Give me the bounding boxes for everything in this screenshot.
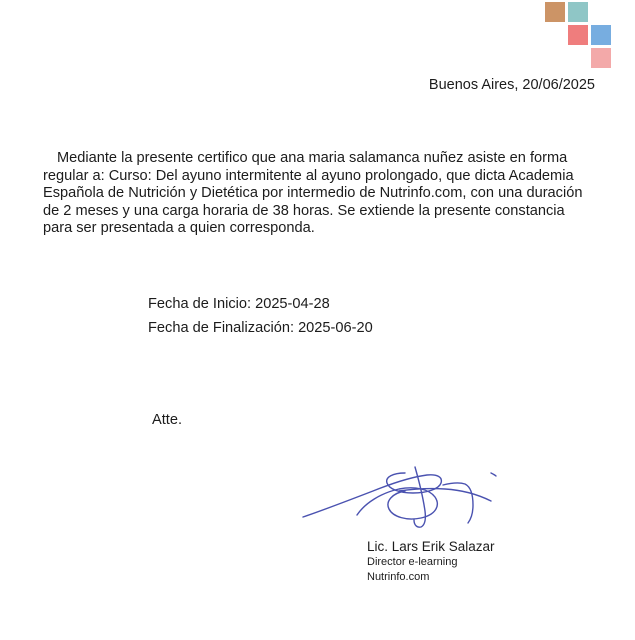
place-and-date: Buenos Aires, 20/06/2025 — [428, 77, 595, 93]
signer-details — [295, 538, 595, 585]
signer-name: Lic. Lars Erik Salazar — [367, 539, 495, 554]
course-dates — [148, 292, 373, 340]
logo-square-red — [568, 25, 588, 45]
closing-salutation: Atte. — [152, 412, 183, 428]
course-end-date: Fecha de Finalización: 2025-06-20 — [148, 320, 373, 336]
signer-role: Director e-learning — [367, 556, 458, 568]
logo-square-tan — [545, 2, 565, 22]
handwritten-signature-icon — [295, 455, 525, 535]
nutrinfo-logo — [545, 0, 617, 50]
certificate-body-text: Mediante la presente certifico que ana maria salamanca nuñez asiste en forma regular a: Curso: Del ayuno intermitente al ayuno prolongado, que dicta Academia Española de Nutrición y Dietética por intermedio de Nutrinfo.com, con una duración de 2 meses y una carga horaria de 38 horas. Se extiende la presente constancia para ser presentada a quien corresponda. — [43, 150, 583, 237]
logo-square-blue — [591, 25, 611, 45]
logo-square-pink — [591, 48, 611, 68]
course-start-date: Fecha de Inicio: 2025-04-28 — [148, 296, 330, 312]
signer-organization: Nutrinfo.com — [367, 571, 430, 583]
logo-square-teal — [568, 2, 588, 22]
